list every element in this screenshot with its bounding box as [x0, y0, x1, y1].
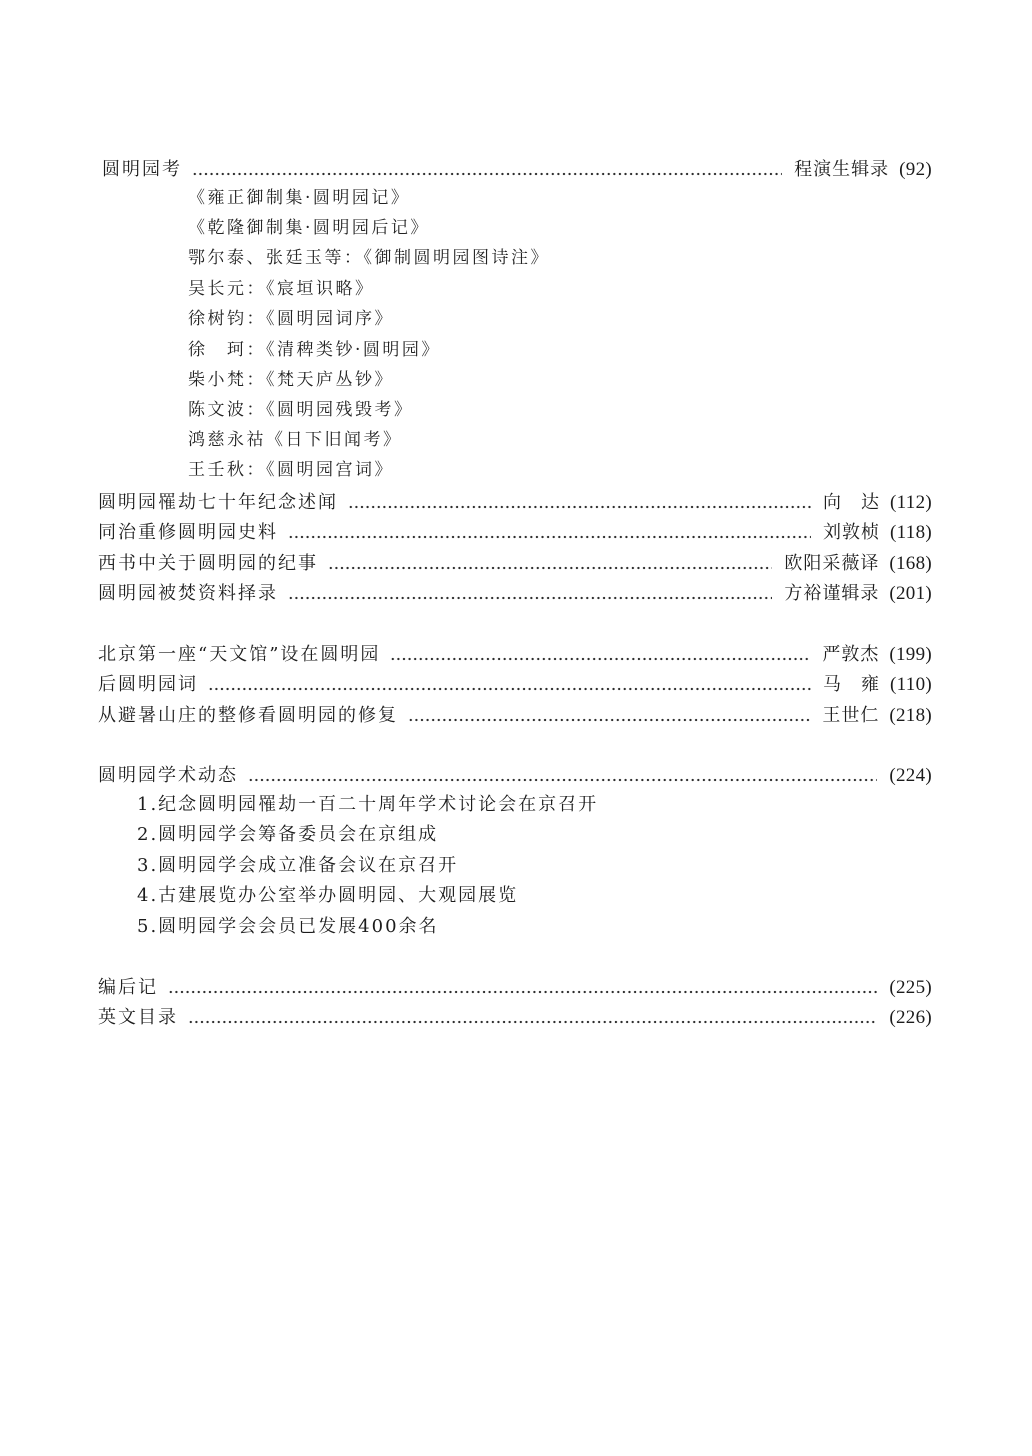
toc-subitem: 5.圆明园学会会员已发展400余名 [137, 916, 439, 937]
toc-entry-title: 英文目录 [98, 1007, 178, 1028]
toc-subitem: 王壬秋：《圆明园宫词》 [188, 460, 394, 480]
toc-subitem: 徐树钧：《圆明园词序》 [188, 309, 394, 329]
toc-entry [98, 642, 932, 668]
toc-entry [98, 520, 932, 546]
dot-leader [208, 672, 811, 698]
toc-subitem: 3.圆明园学会成立准备会议在京召开 [137, 855, 459, 876]
toc-entry [98, 672, 932, 698]
toc-subitem: 柴小梵：《梵天庐丛钞》 [188, 370, 394, 390]
toc-entry-author: 向 达 [823, 492, 881, 513]
toc-entry [98, 763, 932, 789]
toc-entry-title: 圆明园罹劫七十年纪念述闻 [98, 492, 338, 513]
dot-leader [348, 490, 811, 516]
dot-leader [168, 975, 877, 1001]
toc-entry-title: 编后记 [98, 977, 158, 998]
dot-leader [288, 581, 772, 607]
toc-entry-page: (112) [890, 492, 932, 513]
dot-leader [188, 1005, 877, 1031]
toc-entry-page: (92) [899, 159, 932, 180]
toc-entry [98, 975, 932, 1001]
dot-leader [390, 642, 810, 668]
toc-entry-author: 严敦杰 [822, 644, 880, 665]
toc-entry-author: 程演生辑录 [794, 159, 890, 180]
toc-entry-page: (225) [889, 977, 932, 998]
toc-subitem: 吴长元：《宸垣识略》 [188, 279, 375, 299]
toc-subitem: 鸿慈永祜《日下旧闻考》 [188, 430, 403, 450]
toc-entry-title: 圆明园被焚资料择录 [98, 583, 278, 604]
toc-entry-title: 同治重修圆明园史料 [98, 522, 278, 543]
toc-entry [98, 551, 932, 577]
toc-entry [98, 490, 932, 516]
toc-entry-page: (168) [889, 553, 932, 574]
toc-entry-page: (199) [889, 644, 932, 665]
dot-leader [192, 157, 782, 183]
toc-subitem: 4.古建展览办公室举办圆明园、大观园展览 [137, 885, 519, 906]
toc-entry-title: 圆明园学术动态 [98, 765, 238, 786]
toc-entry-author: 王世仁 [822, 705, 880, 726]
toc-entry [102, 157, 932, 183]
toc-subitem: 1.纪念圆明园罹劫一百二十周年学术讨论会在京召开 [137, 794, 599, 815]
toc-entry-page: (226) [889, 1007, 932, 1028]
dot-leader [408, 703, 810, 729]
toc-subitem: 2.圆明园学会筹备委员会在京组成 [137, 824, 439, 845]
toc-entry [98, 1005, 932, 1031]
toc-entry-author: 欧阳采薇译 [784, 553, 880, 574]
toc-entry-title: 后圆明园词 [98, 674, 198, 695]
toc-entry-page: (118) [890, 522, 932, 543]
dot-leader [248, 763, 877, 789]
toc-subitem: 陈文波：《圆明园残毁考》 [188, 400, 414, 420]
toc-entry [98, 703, 932, 729]
toc-entry-title: 从避暑山庄的整修看圆明园的修复 [98, 705, 398, 726]
dot-leader [328, 551, 772, 577]
toc-subitem: 《乾隆御制集·圆明园后记》 [188, 218, 430, 238]
toc-entry-title: 西书中关于圆明园的纪事 [98, 553, 318, 574]
toc-entry-author: 方裕谨辑录 [784, 583, 880, 604]
toc-entry-title: 北京第一座“天文馆”设在圆明园 [98, 644, 381, 665]
toc-entry-page: (110) [890, 674, 932, 695]
toc-entry-page: (224) [889, 765, 932, 786]
toc-entry-author: 马 雍 [823, 674, 881, 695]
toc-entry-title: 圆明园考 [102, 159, 182, 180]
dot-leader [288, 520, 811, 546]
toc-subitem: 鄂尔泰、张廷玉等：《御制圆明园图诗注》 [188, 248, 550, 268]
toc-subitem: 《雍正御制集·圆明园记》 [188, 188, 411, 208]
toc-entry-author: 刘敦桢 [823, 522, 881, 543]
toc-entry [98, 581, 932, 607]
toc-subitem: 徐 珂：《清稗类钞·圆明园》 [188, 340, 441, 360]
toc-entry-page: (201) [889, 583, 932, 604]
toc-entry-page: (218) [889, 705, 932, 726]
